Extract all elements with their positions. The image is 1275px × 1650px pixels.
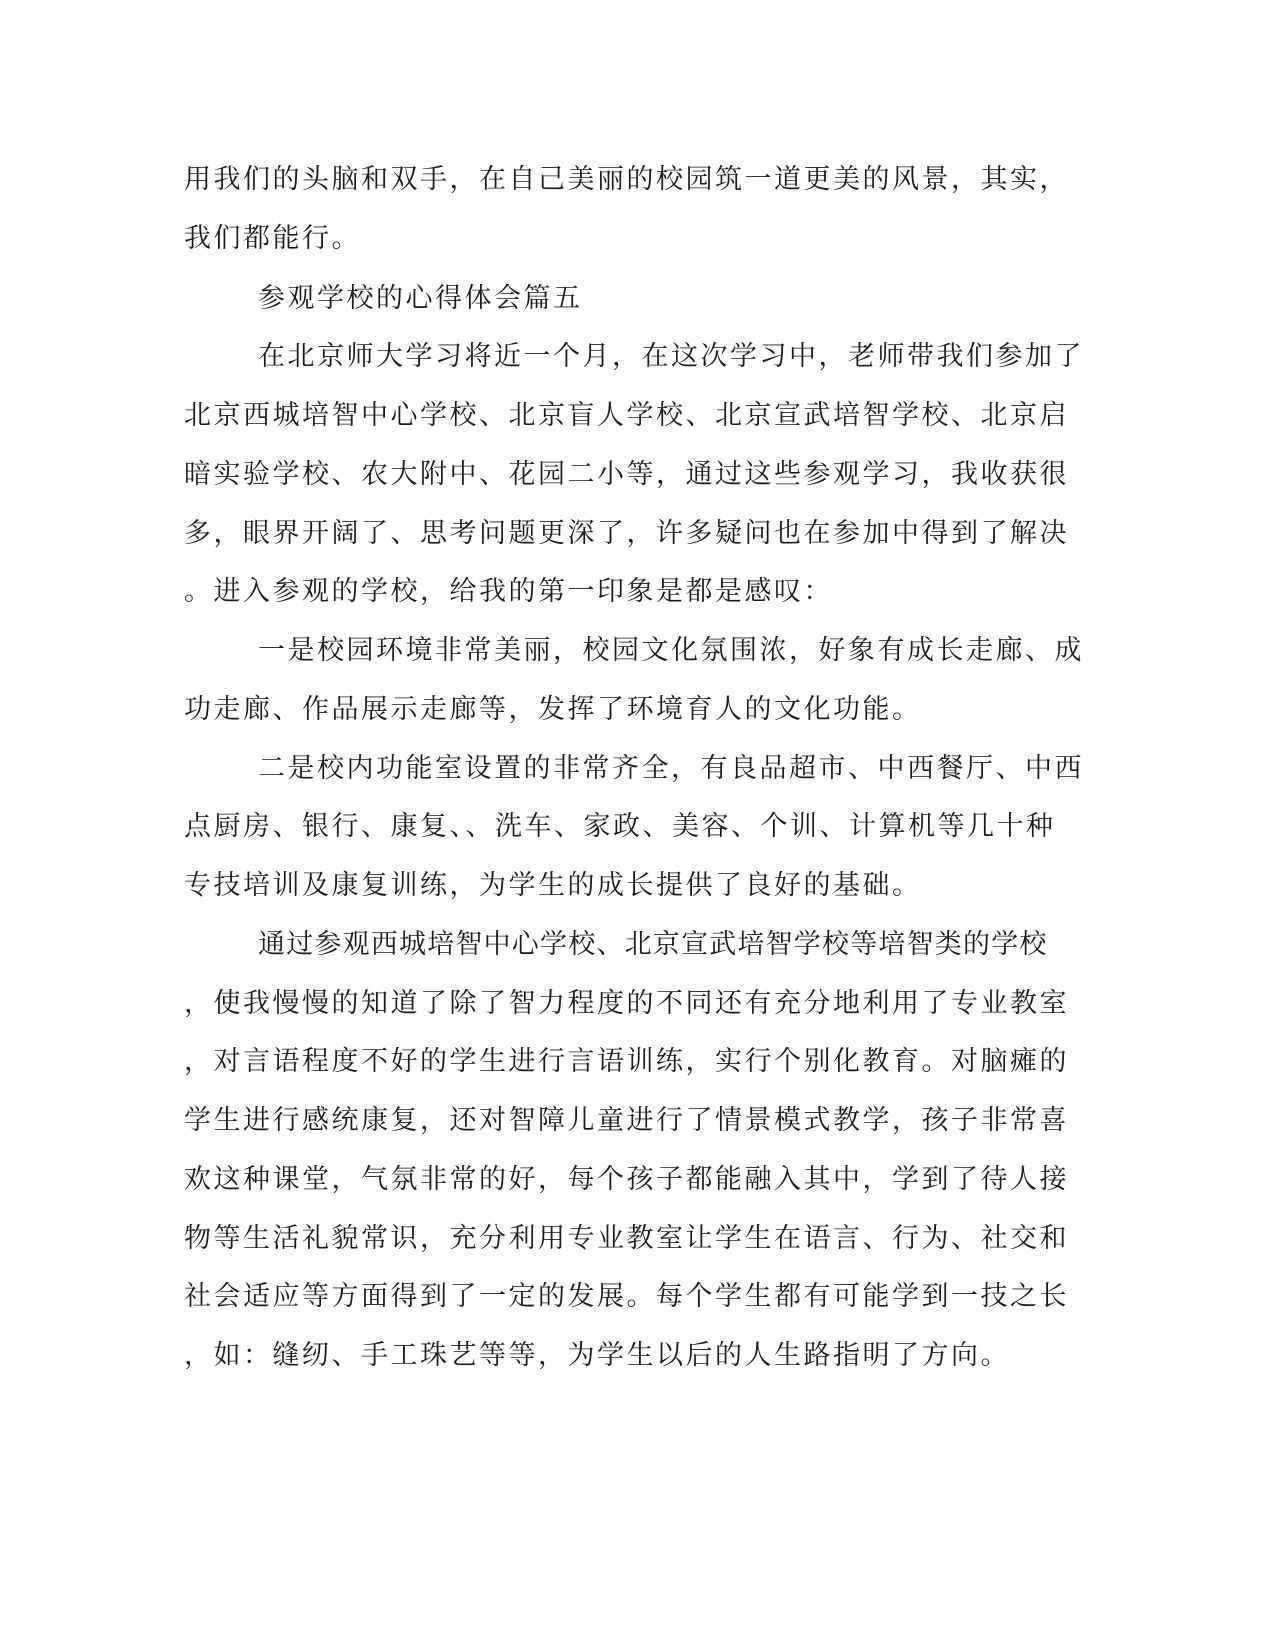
paragraph-line: 点厨房、银行、康复、、洗车、家政、美容、个训、计算机等几十种: [184, 811, 1056, 842]
paragraph-line: 多，眼界开阔了、思考问题更深了，许多疑问也在参加中得到了解决: [184, 518, 1069, 549]
paragraph-line: ，使我慢慢的知道了除了智力程度的不同还有充分地利用了专业教室: [184, 988, 1069, 1019]
paragraph-line: ，对言语程度不好的学生进行言语训练，实行个别化教育。对脑瘫的: [184, 1046, 1069, 1077]
paragraph-line: 通过参观西城培智中心学校、北京宣武培智学校等培智类的学校: [258, 929, 1048, 960]
paragraph-line: 学生进行感统康复，还对智障儿童进行了情景模式教学，孩子非常喜: [184, 1105, 1069, 1136]
paragraph-line: 功走廊、作品展示走廊等，发挥了环境育人的文化功能。: [184, 694, 922, 725]
paragraph-line: 一是校园环境非常美丽，校园文化氛围浓，好象有成长走廊、成: [258, 635, 1084, 666]
paragraph-line: 暗实验学校、农大附中、花园二小等，通过这些参观学习，我收获很: [184, 459, 1069, 490]
paragraph-line: 我们都能行。: [184, 223, 361, 254]
section-heading: 参观学校的心得体会篇五: [258, 283, 583, 314]
paragraph-line: 在北京师大学习将近一个月，在这次学习中，老师带我们参加了: [258, 341, 1084, 372]
paragraph-line: 社会适应等方面得到了一定的发展。每个学生都有可能学到一技之长: [184, 1281, 1069, 1312]
paragraph-line: ，如：缝纫、手工珠艺等等，为学生以后的人生路指明了方向。: [184, 1340, 1010, 1371]
paragraph-line: 物等生活礼貌常识，充分利用专业教室让学生在语言、行为、社交和: [184, 1223, 1069, 1254]
paragraph-line: 欢这种课堂，气氛非常的好，每个孩子都能融入其中，学到了待人接: [184, 1164, 1069, 1195]
paragraph-line: 专技培训及康复训练，为学生的成长提供了良好的基础。: [184, 870, 922, 901]
paragraph-line: 。进入参观的学校，给我的第一印象是都是感叹：: [184, 576, 833, 607]
paragraph-line: 二是校内功能室设置的非常齐全，有良品超市、中西餐厅、中西: [258, 753, 1084, 784]
paragraph-line: 用我们的头脑和双手，在自己美丽的校园筑一道更美的风景，其实，: [184, 164, 1069, 195]
paragraph-line: 北京西城培智中心学校、北京盲人学校、北京宣武培智学校、北京启: [184, 400, 1069, 431]
